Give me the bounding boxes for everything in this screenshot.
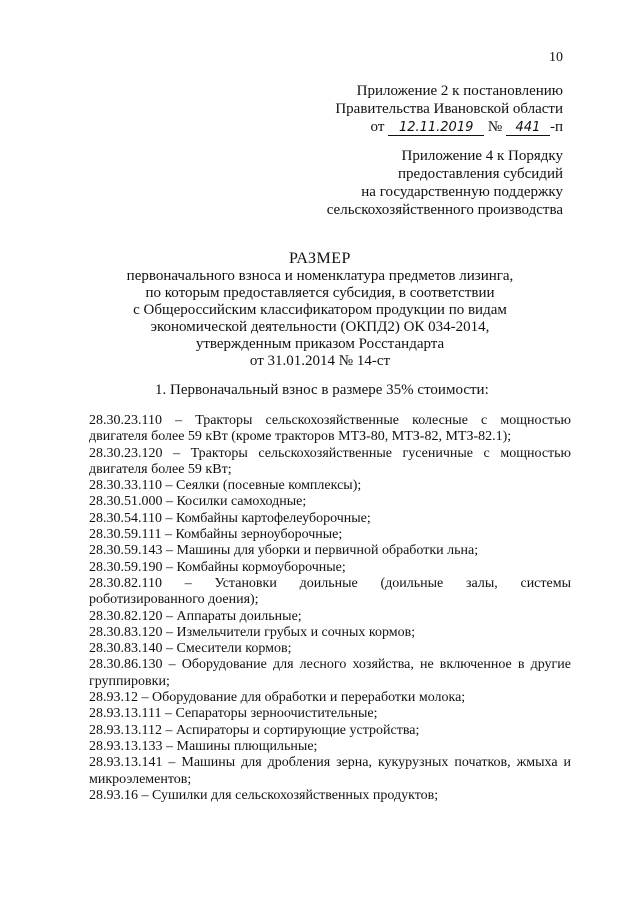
title-main: РАЗМЕР [289, 250, 351, 267]
handwritten-date: 12.11.2019 [388, 120, 484, 136]
list-item: 28.93.13.112 – Аспираторы и сортирующие устройства; [89, 722, 420, 738]
title-line: первоначального взноса и номенклатура предметов лизинга, [126, 268, 514, 284]
list-item: 28.93.13.141 – Машины для дробления зерна, кукурузных початков, жмыха и микроэлементов; [89, 755, 571, 787]
appendix-4-line4: сельскохозяйственного производства [326, 202, 563, 218]
list-item: 28.30.54.110 – Комбайны картофелеуборочные; [89, 510, 371, 526]
section-1-heading: 1. Первоначальный взнос в размере 35% стоимости: [155, 382, 489, 398]
list-item: 28.93.13.111 – Сепараторы зерноочистительные; [89, 706, 378, 722]
list-item: 28.30.33.110 – Сеялки (посевные комплексы); [89, 478, 362, 494]
from-label: от [370, 119, 385, 135]
appendix-2-line2: Правительства Ивановской области [335, 101, 563, 117]
list-item: 28.30.51.000 – Косилки самоходные; [89, 494, 307, 510]
item-list [89, 413, 571, 804]
list-item: 28.30.83.120 – Измельчители грубых и сочных кормов; [89, 624, 416, 640]
list-item: 28.30.23.110 – Тракторы сельскохозяйственные колесные с мощностью двигателя более 59 кВт (кроме тракторов МТЗ-80, МТЗ-82, МТЗ-82.1); [89, 413, 571, 445]
number-suffix: -п [549, 119, 563, 135]
page-number: 10 [549, 50, 563, 65]
list-item: 28.30.86.130 – Оборудование для лесного хозяйства, не включенное в другие группировки; [89, 657, 571, 689]
appendix-4-block [0, 147, 563, 219]
appendix-4-line1: Приложение 4 к Порядку [401, 148, 563, 164]
document-title [100, 250, 540, 370]
list-item: 28.30.23.120 – Тракторы сельскохозяйственные гусеничные с мощностью двигателя более 59 кВт; [89, 445, 571, 477]
list-item: 28.30.59.143 – Машины для уборки и первичной обработки льна; [89, 543, 479, 559]
list-item: 28.30.59.111 – Комбайны зерноуборочные; [89, 527, 343, 543]
appendix-4-line3: на государственную поддержку [361, 184, 563, 200]
list-item: 28.30.82.120 – Аппараты доильные; [89, 608, 302, 624]
list-item: 28.30.83.140 – Смесители кормов; [89, 641, 292, 657]
list-item: 28.30.59.190 – Комбайны кормоуборочные; [89, 559, 346, 575]
list-item: 28.93.12 – Оборудование для обработки и переработки молока; [89, 690, 466, 706]
handwritten-number: 441 [506, 120, 550, 136]
list-item: 28.93.16 – Сушилки для сельскохозяйственных продуктов; [89, 787, 439, 803]
title-line: экономической деятельности (ОКПД2) ОК 034-2014, [150, 319, 490, 335]
appendix-2-line1: Приложение 2 к постановлению [356, 83, 563, 99]
number-label: № [487, 119, 503, 135]
list-item: 28.30.82.110 – Установки доильные (доильные залы, системы роботизированного доения); [89, 575, 571, 608]
title-line: утвержденным приказом Росстандарта [195, 336, 445, 352]
appendix-4-line2: предоставления субсидий [397, 166, 563, 182]
appendix-2-date-line [0, 118, 563, 136]
title-line: от 31.01.2014 № 14-ст [249, 353, 391, 369]
title-line: с Общероссийским классификатором продукции по видам [133, 302, 507, 318]
list-item: 28.93.13.133 – Машины плющильные; [89, 738, 318, 754]
appendix-2-block [0, 82, 563, 136]
title-line: по которым предоставляется субсидия, в соответствии [145, 285, 495, 301]
